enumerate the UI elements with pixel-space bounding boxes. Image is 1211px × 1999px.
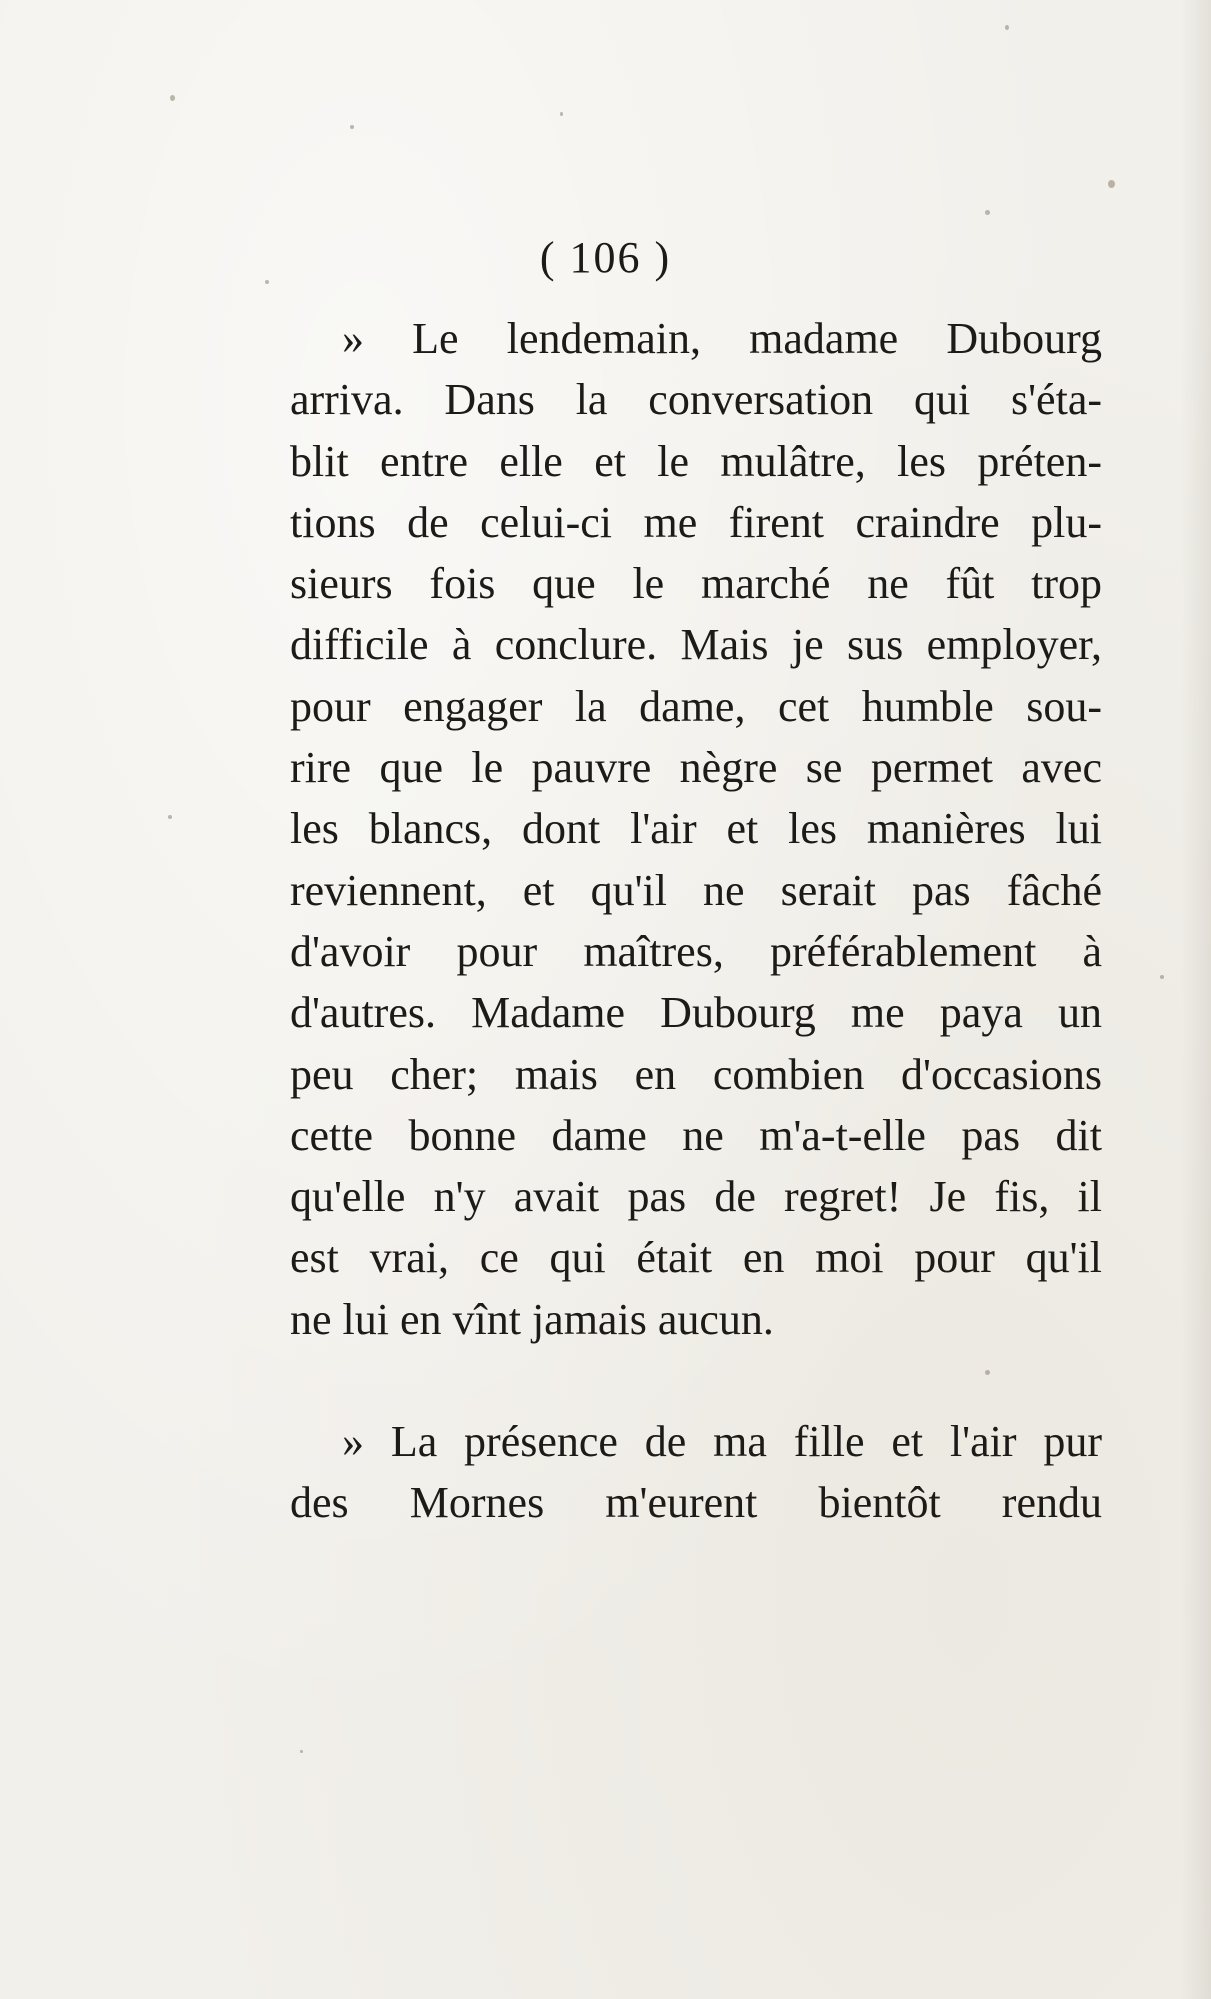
- text-line: pour engager la dame, cet humble sou-: [290, 681, 1102, 731]
- body-text: [290, 308, 1102, 1534]
- paper-speck: [350, 125, 354, 129]
- paper-speck: [1160, 975, 1164, 979]
- text-line: ne lui en vînt jamais aucun.: [290, 1294, 774, 1344]
- text-line: qu'elle n'y avait pas de regret! Je fis, il: [290, 1172, 1102, 1222]
- text-line: » La présence de ma fille et l'air pur: [342, 1417, 1102, 1467]
- text-line: arriva. Dans la conversation qui s'éta-: [290, 375, 1102, 425]
- paragraph: [290, 308, 1102, 1350]
- text-line: est vrai, ce qui était en moi pour qu'il: [290, 1233, 1102, 1283]
- text-line: des Mornes m'eurent bientôt rendu: [290, 1478, 1102, 1528]
- paper-speck: [170, 95, 175, 101]
- page-edge-shadow: [1181, 0, 1211, 1999]
- paper-speck: [985, 210, 990, 215]
- text-line: reviennent, et qu'il ne serait pas fâché: [290, 865, 1102, 915]
- text-line: les blancs, dont l'air et les manières lui: [290, 804, 1102, 854]
- paper-speck: [560, 112, 563, 116]
- text-line: blit entre elle et le mulâtre, les préten-: [290, 436, 1102, 486]
- text-line: d'avoir pour maîtres, préférablement à: [290, 926, 1102, 976]
- paper-speck: [1108, 180, 1115, 188]
- text-line: sieurs fois que le marché ne fût trop: [290, 559, 1102, 609]
- text-line: cette bonne dame ne m'a-t-elle pas dit: [290, 1110, 1102, 1160]
- paper-speck: [168, 815, 172, 819]
- text-line: » Le lendemain, madame Dubourg: [342, 314, 1102, 363]
- text-line: peu cher; mais en combien d'occasions: [290, 1049, 1102, 1099]
- text-line: d'autres. Madame Dubourg me paya un: [290, 988, 1102, 1038]
- text-line: rire que le pauvre nègre se permet avec: [290, 743, 1102, 793]
- paper-speck: [300, 1750, 303, 1753]
- paper-speck: [1005, 25, 1009, 30]
- text-line: difficile à conclure. Mais je sus employer,: [290, 620, 1102, 670]
- text-line: tions de celui-ci me firent craindre plu-: [290, 497, 1102, 547]
- paragraph-gap: [290, 1350, 1102, 1411]
- paragraph: [290, 1411, 1102, 1534]
- page-number: ( 106 ): [539, 233, 672, 282]
